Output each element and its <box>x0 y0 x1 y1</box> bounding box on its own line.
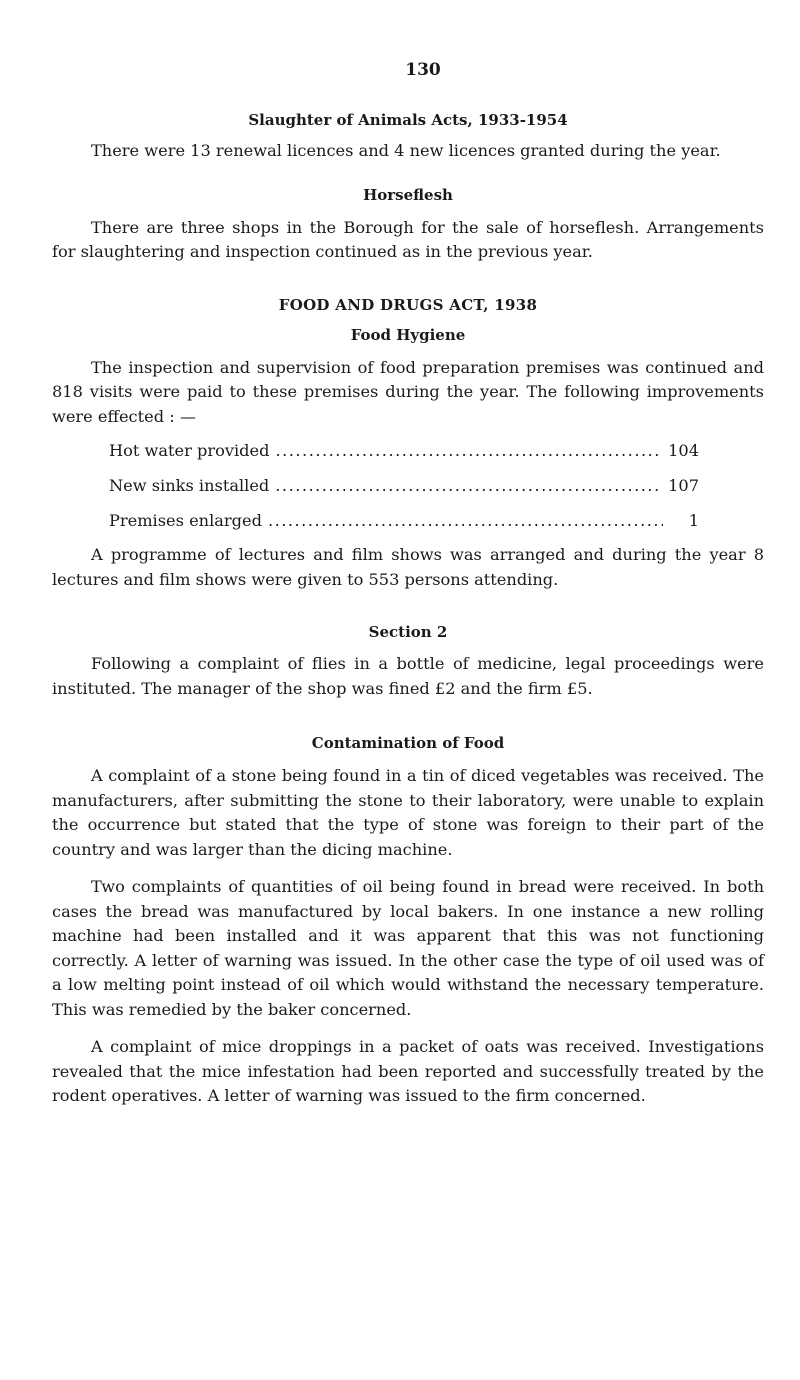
paragraph-slaughter-licences: There were 13 renewal licences and 4 new licences granted during the year. <box>91 141 721 160</box>
heading-food-and-drugs-act: FOOD AND DRUGS ACT, 1938 <box>278 295 538 314</box>
improvement-count: 1 <box>688 511 699 530</box>
paragraph-oil-complaints: Two complaints of quantities of oil being found in bread were received. In both cases the bread was manufactured by local bakers. In one instance a new rolling machine had been installed and it was apparent that this was not functioning correctly. A letter of warning was issued. In the other case the type of oil used was of a low melting point instead of oil which would withstand the necessary temperature. This was remedied by the baker concerned. <box>52 877 764 1019</box>
page-number: 130 <box>405 60 441 80</box>
improvement-label: Premises enlarged <box>109 511 262 530</box>
improvement-label: New sinks installed <box>109 476 270 495</box>
heading-horseflesh: Horseflesh <box>363 185 453 204</box>
improvements-list <box>52 433 699 538</box>
document-page <box>52 60 764 1109</box>
heading-food-hygiene: Food Hygiene <box>350 325 466 344</box>
paragraph-horseflesh: There are three shops in the Borough for the sale of horseflesh. Arrangements for slaughtering and inspection continued as in the previous year. <box>52 217 764 261</box>
leader-dots <box>275 468 662 503</box>
paragraph-lectures-and-film-shows: A programme of lectures and film shows was arranged and during the year 8 lectures and film shows were given to 553 persons attending. <box>52 545 764 589</box>
paragraph-stone-complaint: A complaint of a stone being found in a tin of diced vegetables was received. The manufacturers, after submitting the stone to their laboratory, were unable to explain the occurrence but stated that the type of stone was foreign to their part of the country and was larger than the dicing machine. <box>52 766 764 859</box>
heading-section-2: Section 2 <box>368 623 448 641</box>
list-item <box>109 468 699 503</box>
paragraph-legal-proceedings: Following a complaint of flies in a bottle of medicine, legal proceedings were instituted. The manager of the shop was fined £2 and the firm £5. <box>52 654 764 698</box>
improvement-count: 107 <box>668 476 699 495</box>
heading-slaughter-of-animals: Slaughter of Animals Acts, 1933-1954 <box>248 111 568 129</box>
heading-contamination-of-food: Contamination of Food <box>311 734 505 752</box>
paragraph-mice-complaint: A complaint of mice droppings in a packet of oats was received. Investigations revealed that the mice infestation had been reported and successfully treated by the rodent operatives. A letter of warning was issued to the firm concerned. <box>52 1037 764 1105</box>
leader-dots <box>268 503 663 538</box>
list-item <box>109 433 699 468</box>
leader-dots <box>275 433 662 468</box>
list-item <box>109 503 699 538</box>
improvement-count: 104 <box>668 441 699 460</box>
improvement-label: Hot water provided <box>109 441 270 460</box>
paragraph-food-hygiene-inspection: The inspection and supervision of food preparation premises was continued and 818 visits were paid to these premises during the year. The following improvements were effected : — <box>52 357 764 426</box>
